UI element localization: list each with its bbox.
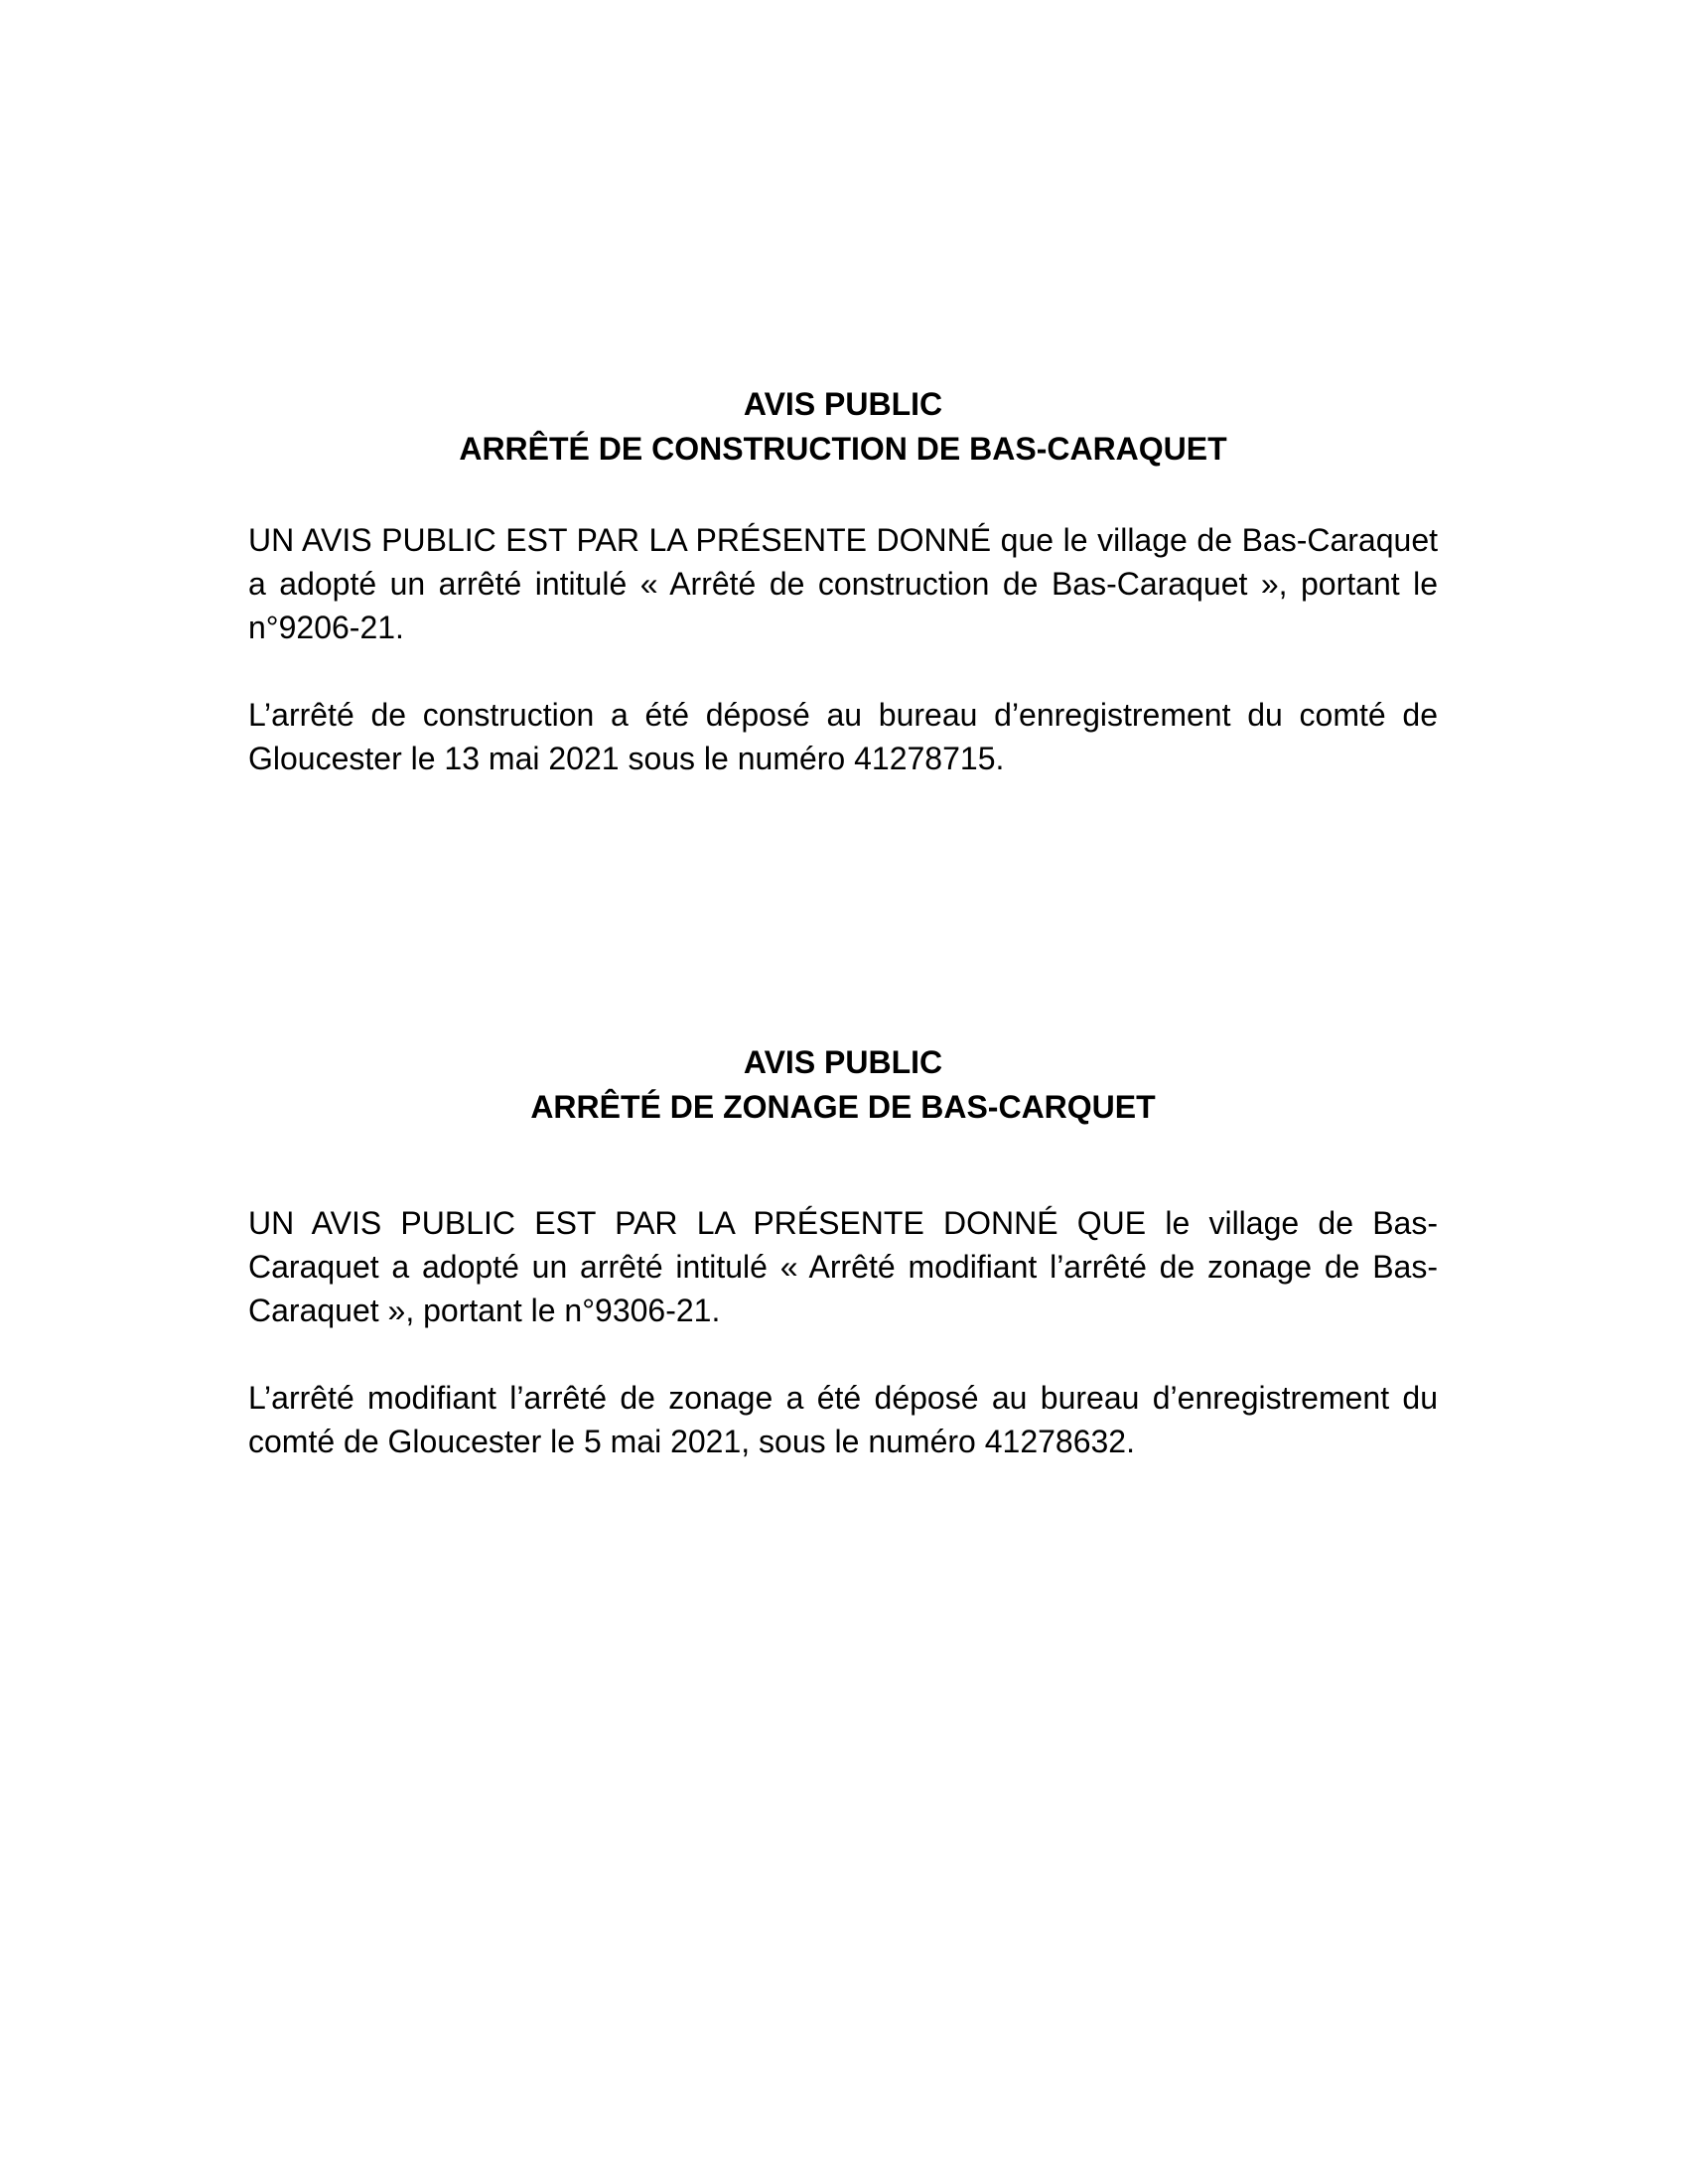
notice-title: AVIS PUBLIC (743, 1044, 943, 1080)
notice-paragraph: UN AVIS PUBLIC EST PAR LA PRÉSENTE DONNÉ QUE le village de Bas-Caraquet a adopté un arrêté intitulé « Arrêté modifiant l’arrêté de zonage de Bas-Caraquet », portant le n°9306-21. (248, 1205, 1438, 1328)
notice-paragraph: UN AVIS PUBLIC EST PAR LA PRÉSENTE DONNÉ que le village de Bas-Caraquet a adopté un arrêté intitulé « Arrêté de construction de Bas-Caraquet », portant le n°9206-21. (248, 522, 1438, 645)
notice-construction (248, 382, 1438, 780)
notice-title: AVIS PUBLIC (743, 386, 943, 422)
notice-subtitle: ARRÊTÉ DE ZONAGE DE BAS-CARQUET (530, 1089, 1156, 1125)
notice-paragraph: L’arrêté de construction a été déposé au bureau d’enregistrement du comté de Gloucester le 13 mai 2021 sous le numéro 41278715. (248, 697, 1438, 776)
notice-subtitle: ARRÊTÉ DE CONSTRUCTION DE BAS-CARAQUET (459, 431, 1227, 467)
notice-paragraph: L’arrêté modifiant l’arrêté de zonage a été déposé au bureau d’enregistrement du comté de Gloucester le 5 mai 2021, sous le numéro 41278632. (248, 1380, 1438, 1459)
notice-zonage (248, 1040, 1438, 1463)
